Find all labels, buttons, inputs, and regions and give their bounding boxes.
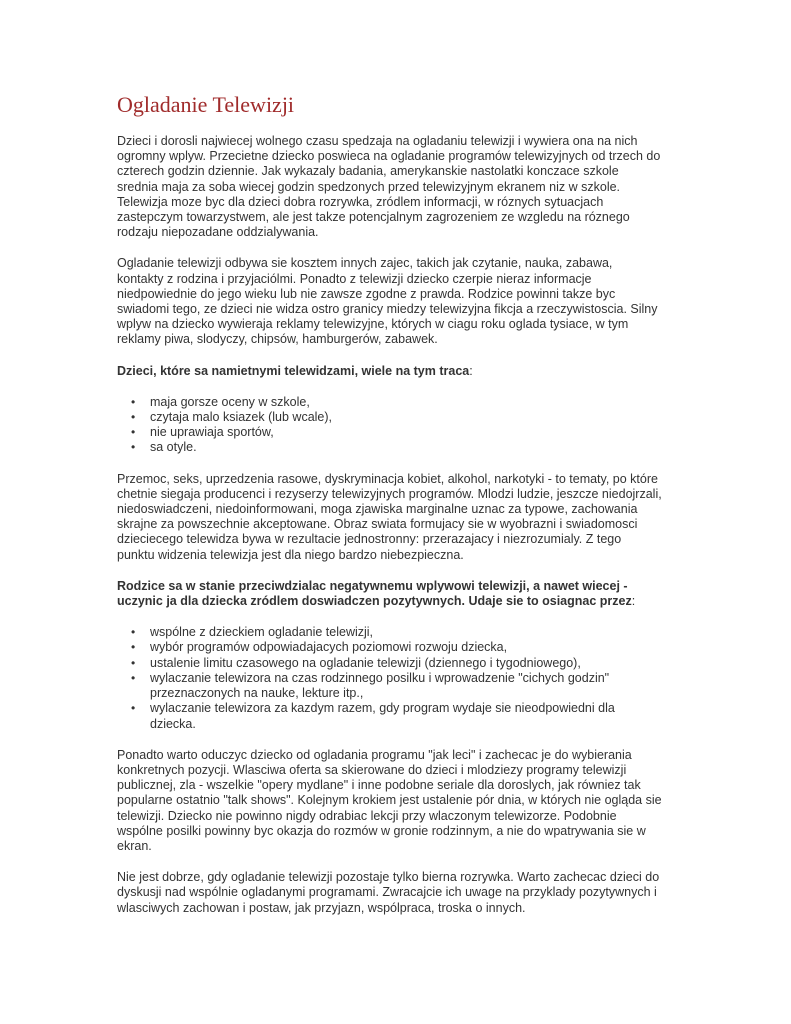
bullet-icon: • xyxy=(131,410,136,425)
list-item xyxy=(131,394,662,410)
paragraph-discussion: Nie jest dobrze, gdy ogladanie telewizji pozostaje tylko bierna rozrywka. Warto zachecac dzieci do dyskusji nad wspólnie ogladanymi programami. Zwracajcie ich uwage na przyklady pozytywnych i wlasciwych zachowan i postaw, jak przyjazn, wspólpraca, troska o innych. xyxy=(117,870,660,915)
list-item-text: wybór programów odpowiadajacych poziomowi rozwoju dziecka, xyxy=(150,640,508,655)
list-item-text: wspólne z dzieckiem ogladanie telewizji, xyxy=(150,625,374,640)
losses-list xyxy=(117,395,662,456)
paragraph-intro: Dzieci i dorosli najwiecej wolnego czasu spedzaja na ogladaniu telewizji i wywiera ona na nich ogromny wplyw. Przecietne dziecko poswieca na ogladanie programów telewizyjnych od trzech do czterech godzin dziennie. Jak wykazaly badania, amerykanskie nastolatki konczace szkole srednia maja za soba wiecej godzin spedzonych przed telewizyjnym ekranem niz w szkole. Telewizja moze byc dla dzieci dobra rozrywka, zródlem informacji, w róznych sytuacjach zastepczym towarzystwem, ale jest takze potencjalnym zagrozeniem ze wzgledu na róznego rodzaju niepozadane oddzialywania. xyxy=(117,134,661,240)
bullet-icon: • xyxy=(131,655,136,670)
paragraph-costs: Ogladanie telewizji odbywa sie kosztem innych zajec, takich jak czytanie, nauka, zabawa, kontakty z rodzina i przyjaciólmi. Ponadto z telewizji dziecko czerpie nieraz informacje niedpowiednie do jego wieku lub nie zawsze zgodne z prawda. Rodzice powinni takze byc swiadomi tego, ze dzieci nie widza ostro granicy miedzy telewizyjna fikcja a rzeczywistoscia. Silny wplyw na dziecko wywieraja reklamy telewizyjne, których w ciagu roku oglada tysiace, w tym reklamy piwa, slodyczy, chipsów, hamburgerów, zabawek. xyxy=(117,256,658,347)
list-item-text: maja gorsze oceny w szkole, xyxy=(150,394,310,409)
bullet-icon: • xyxy=(131,670,136,685)
paragraph-violence: Przemoc, seks, uprzedzenia rasowe, dyskryminacja kobiet, alkohol, narkotyki - to tematy, po które chetnie siegaja producenci i rezyserzy telewizyjnych programów. Mlodzi ludzie, jeszcze niedojrzali, niedoswiadczeni, niedoinformowani, moga zjawiska marginalne uznac za typowe, zachowania skrajne za powszechnie akceptowane. Obraz swiata formujacy sie w wyobrazni i swiadomosci dzieciecego telewidza bywa w rezultacie jednostronny: przerazajacy i niezrozumialy. Z tego punktu widzenia telewizja jest dla niego bardzo niebezpieczna. xyxy=(117,471,662,562)
bullet-icon: • xyxy=(131,625,136,640)
bullet-icon: • xyxy=(131,440,136,455)
bullet-icon: • xyxy=(131,394,136,409)
list-item-text: wylaczanie telewizora za kazdym razem, gdy program wydaje sie nieodpowiedni dla dziecka. xyxy=(150,701,615,731)
list-item xyxy=(131,670,662,701)
list-item xyxy=(131,640,662,655)
list-item-text: czytaja malo ksiazek (lub wcale), xyxy=(150,410,333,425)
list-item-text: sa otyle. xyxy=(150,440,197,455)
bullet-icon: • xyxy=(131,425,136,440)
section-heading-parents-colon: : xyxy=(631,594,636,609)
list-item xyxy=(131,410,662,425)
section-heading-parents-text: Rodzice sa w stanie przeciwdzialac negatywnemu wplywowi telewizji, a nawet wiecej - uczynic ja dla dziecka zródlem doswiadczen pozytywnych. Udaje sie to osiagnac przez xyxy=(117,578,632,609)
list-item-text: nie uprawiaja sportów, xyxy=(150,425,274,440)
list-item-text: wylaczanie telewizora na czas rodzinnego posilku i wprowadzenie "cichych godzin" przeznaczonych na nauke, lekture itp., xyxy=(150,670,610,701)
list-item xyxy=(131,440,662,455)
section-heading-losses-colon: : xyxy=(469,363,473,378)
document-page xyxy=(117,92,662,932)
bullet-icon: • xyxy=(131,640,136,655)
parents-list xyxy=(117,625,662,731)
section-heading-losses-text: Dzieci, które sa namietnymi telewidzami, wiele na tym traca xyxy=(117,363,470,378)
list-item xyxy=(131,425,662,440)
list-item-text: ustalenie limitu czasowego na ogladanie telewizji (dziennego i tygodniowego), xyxy=(150,655,581,670)
list-item xyxy=(131,655,662,671)
bullet-icon: • xyxy=(131,701,136,716)
section-heading-losses xyxy=(117,364,662,379)
list-item xyxy=(131,701,662,731)
section-heading-parents xyxy=(117,579,662,609)
list-item xyxy=(131,625,662,640)
paragraph-habits: Ponadto warto oduczyc dziecko od ogladania programu "jak leci" i zachecac je do wybierania konkretnych pozycji. Wlasciwa oferta sa skierowane do dzieci i mlodziezy programy telewizji publicznej, zla - wszelkie "opery mydlane" i inne podobne seriale dla doroslych, jak równiez tak popularne ostatnio "talk shows". Kolejnym krokiem jest ustalenie pór dnia, w których nie ogląda sie telewizji. Dziecko nie powinno nigdy odrabiac lekcji przy wlaczonym telewizorze. Podobnie wspólne posilki powinny byc okazja do rozmów w gronie rodzinnym, a nie do wpatrywania sie w ekran. xyxy=(117,747,662,853)
page-title: Ogladanie Telewizji xyxy=(117,92,295,117)
